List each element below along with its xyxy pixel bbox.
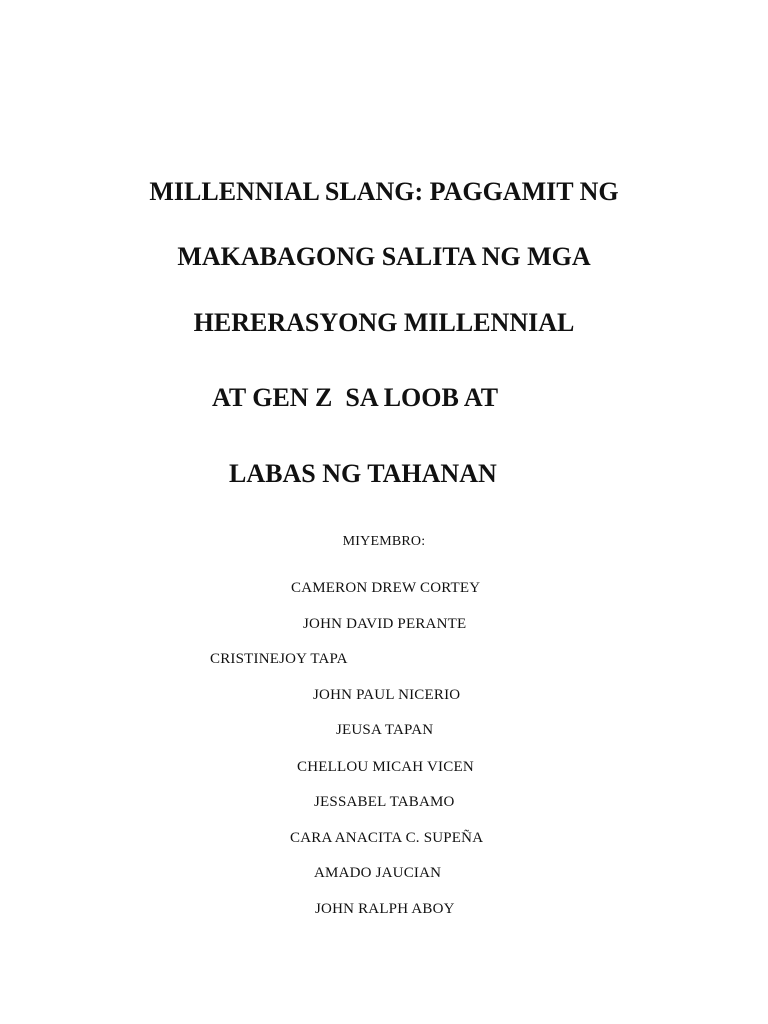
member-name: JEUSA TAPAN	[336, 722, 434, 738]
member-name: JOHN DAVID PERANTE	[303, 616, 467, 632]
title-line-1: MILLENNIAL SLANG: PAGGAMIT NG	[149, 177, 619, 206]
member-name: JOHN PAUL NICERIO	[313, 687, 461, 703]
member-name: JOHN RALPH ABOY	[315, 901, 455, 917]
title-line-2: MAKABAGONG SALITA NG MGA	[177, 242, 591, 271]
member-name: CAMERON DREW CORTEY	[291, 580, 481, 596]
title-line-4: AT GEN Z SA LOOB AT	[212, 383, 499, 412]
title-line-5: LABAS NG TAHANAN	[229, 459, 497, 488]
member-name: CARA ANACITA C. SUPEÑA	[290, 830, 484, 846]
members-label: MIYEMBRO:	[342, 534, 426, 549]
title-line-3: HERERASYONG MILLENNIAL	[193, 308, 575, 337]
member-name: AMADO JAUCIAN	[314, 865, 442, 881]
member-name: CHELLOU MICAH VICEN	[297, 759, 474, 775]
member-name: JESSABEL TABAMO	[314, 794, 455, 810]
member-name: CRISTINEJOY TAPA	[210, 651, 348, 667]
